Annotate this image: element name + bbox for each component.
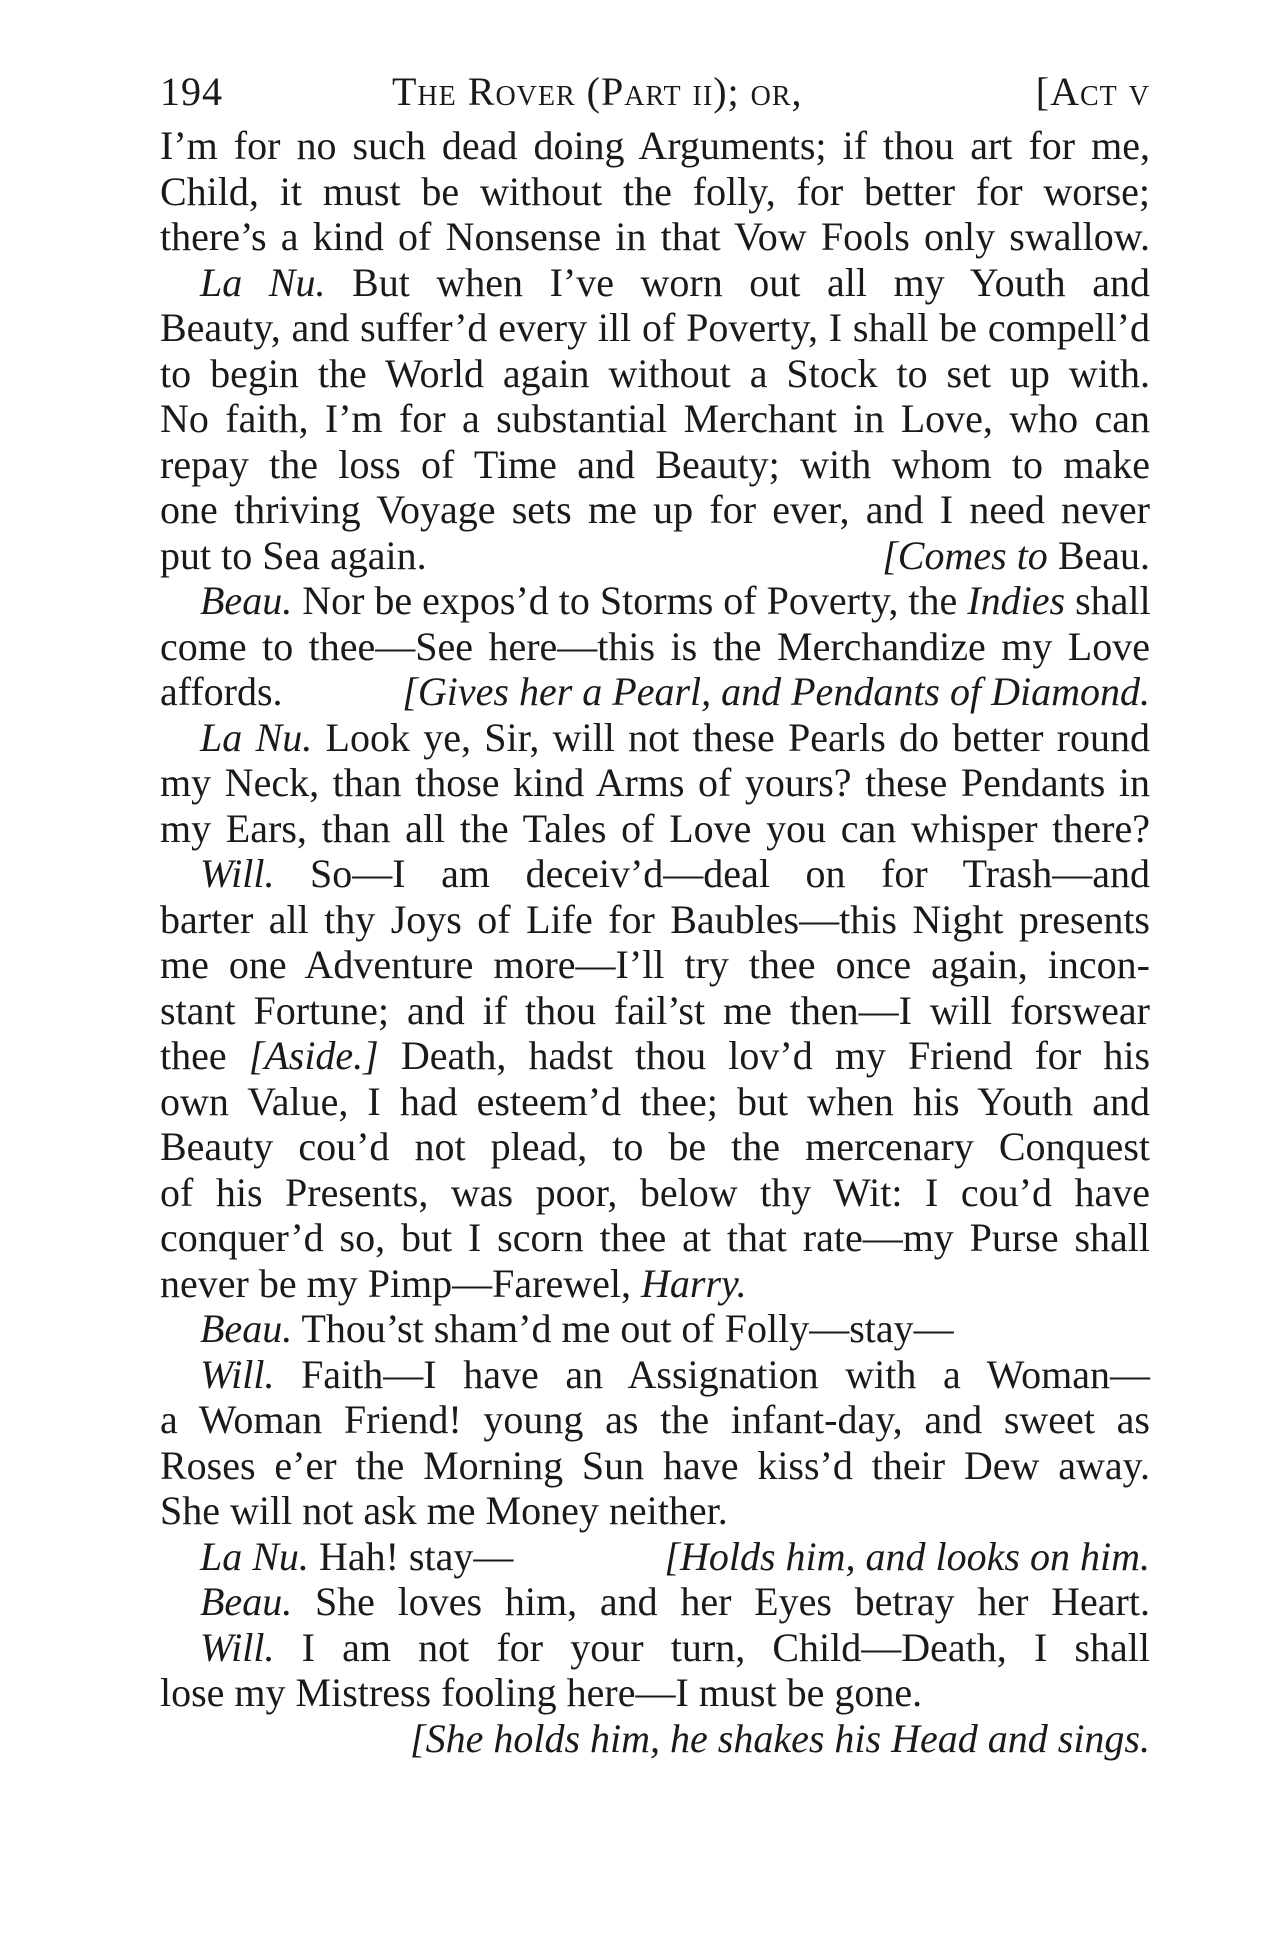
speech-line: Will. I am not for your turn, Child—Death, I shall — [200, 1624, 1151, 1670]
speaker-name: Beau. — [200, 578, 293, 623]
speaker-name: Will. — [200, 851, 275, 896]
speaker-name: Beau. — [200, 1579, 293, 1624]
speech-line: Will. So—I am deceiv’d—deal on for Trash—and — [200, 851, 1150, 896]
text-line: lose my Mistress fooling here—I must be gone. — [160, 1670, 923, 1715]
speaker-name: Will. — [200, 1351, 275, 1397]
page-number: 194 — [160, 69, 223, 114]
act-marker: [Act v — [1035, 69, 1150, 114]
speech-line: Will. Faith—I have an Assignation with a Woman— — [200, 1351, 1150, 1397]
speaker-name: Will. — [200, 1624, 275, 1670]
stage-direction: [Comes to Beau. — [882, 532, 1150, 578]
text-line: one thriving Voyage sets me up for ever, and I need never — [160, 487, 1150, 532]
speech-line: Beau. Thou’st sham’d me out of Folly—stay— — [200, 1306, 954, 1351]
text-line: put to Sea again. [Comes to Beau. — [160, 532, 1150, 578]
text-line: my Ears, than all the Tales of Love you can whisper there? — [160, 805, 1150, 851]
speech-line: Beau. Nor be expos’d to Storms of Poverty, the Indies shall — [200, 578, 1151, 623]
speaker-name: La Nu. — [200, 259, 326, 305]
text-line: me one Adventure more—I’ll try thee once again, incon- — [160, 942, 1150, 987]
play-text — [160, 123, 1150, 1761]
stage-direction: [Gives her a Pearl, and Pendants of Diamond. — [402, 669, 1150, 714]
text-line: affords. [Gives her a Pearl, and Pendants of Diamond. — [160, 669, 1150, 714]
text-line: No faith, I’m for a substantial Merchant in Love, who can — [160, 396, 1150, 441]
text-line: of his Presents, was poor, below thy Wit: I cou’d have — [160, 1169, 1150, 1215]
text-line: own Value, I had esteem’d thee; but when his Youth and — [160, 1078, 1150, 1124]
text-line: Beauty, and suffer’d every ill of Poverty, I shall be compell’d — [160, 305, 1150, 350]
text-line: conquer’d so, but I scorn thee at that rate—my Purse shall — [160, 1215, 1150, 1260]
stage-direction: [She holds him, he shakes his Head and sings. — [410, 1715, 1150, 1761]
text-line: barter all thy Joys of Life for Baubles—this Night presents — [160, 896, 1150, 942]
speaker-name: La Nu. — [200, 1533, 309, 1579]
text-line: repay the loss of Time and Beauty; with whom to make — [160, 441, 1150, 487]
text-line: stant Fortune; and if thou fail’st me then—I will forswear — [160, 987, 1150, 1033]
text-line: She will not ask me Money neither. — [160, 1488, 728, 1533]
speaker-name: La Nu. — [200, 714, 313, 760]
text-line: my Neck, than those kind Arms of yours? these Pendants in — [160, 760, 1150, 805]
text-line: thee [Aside.] Death, hadst thou lov’d my Friend for his — [160, 1033, 1151, 1078]
stage-direction: [Holds him, and looks on him. — [664, 1533, 1150, 1579]
speech-line: Beau. She loves him, and her Eyes betray her Heart. — [200, 1579, 1150, 1624]
speaker-name: Beau. — [200, 1306, 293, 1351]
text-line: come to thee—See here—this is the Merchandize my Love — [160, 623, 1150, 669]
text-line: to begin the World again without a Stock to set up with. — [160, 350, 1150, 396]
text-line: a Woman Friend! young as the infant-day, and sweet as — [160, 1397, 1150, 1442]
text-line: Roses e’er the Morning Sun have kiss’d their Dew away. — [160, 1442, 1150, 1488]
stage-direction: [Aside.] — [248, 1033, 379, 1078]
text-line: Child, it must be without the folly, for better for worse; — [160, 168, 1150, 214]
running-title: The Rover (Part ii); or, — [392, 69, 803, 114]
speech-line: La Nu. But when I’ve worn out all my Youth and — [200, 259, 1150, 305]
speech-line: La Nu. Hah! stay— [Holds him, and looks on him. — [200, 1533, 1150, 1579]
text-line: never be my Pimp—Farewel, Harry. — [160, 1260, 747, 1306]
text-line: there’s a kind of Nonsense in that Vow Fools only swallow. — [160, 214, 1150, 259]
text-line: I’m for no such dead doing Arguments; if thou art for me, — [160, 123, 1150, 168]
speech-line: La Nu. Look ye, Sir, will not these Pearls do better round — [200, 714, 1151, 760]
text-line: Beauty cou’d not plead, to be the mercenary Conquest — [160, 1124, 1150, 1169]
running-header — [160, 62, 1150, 122]
